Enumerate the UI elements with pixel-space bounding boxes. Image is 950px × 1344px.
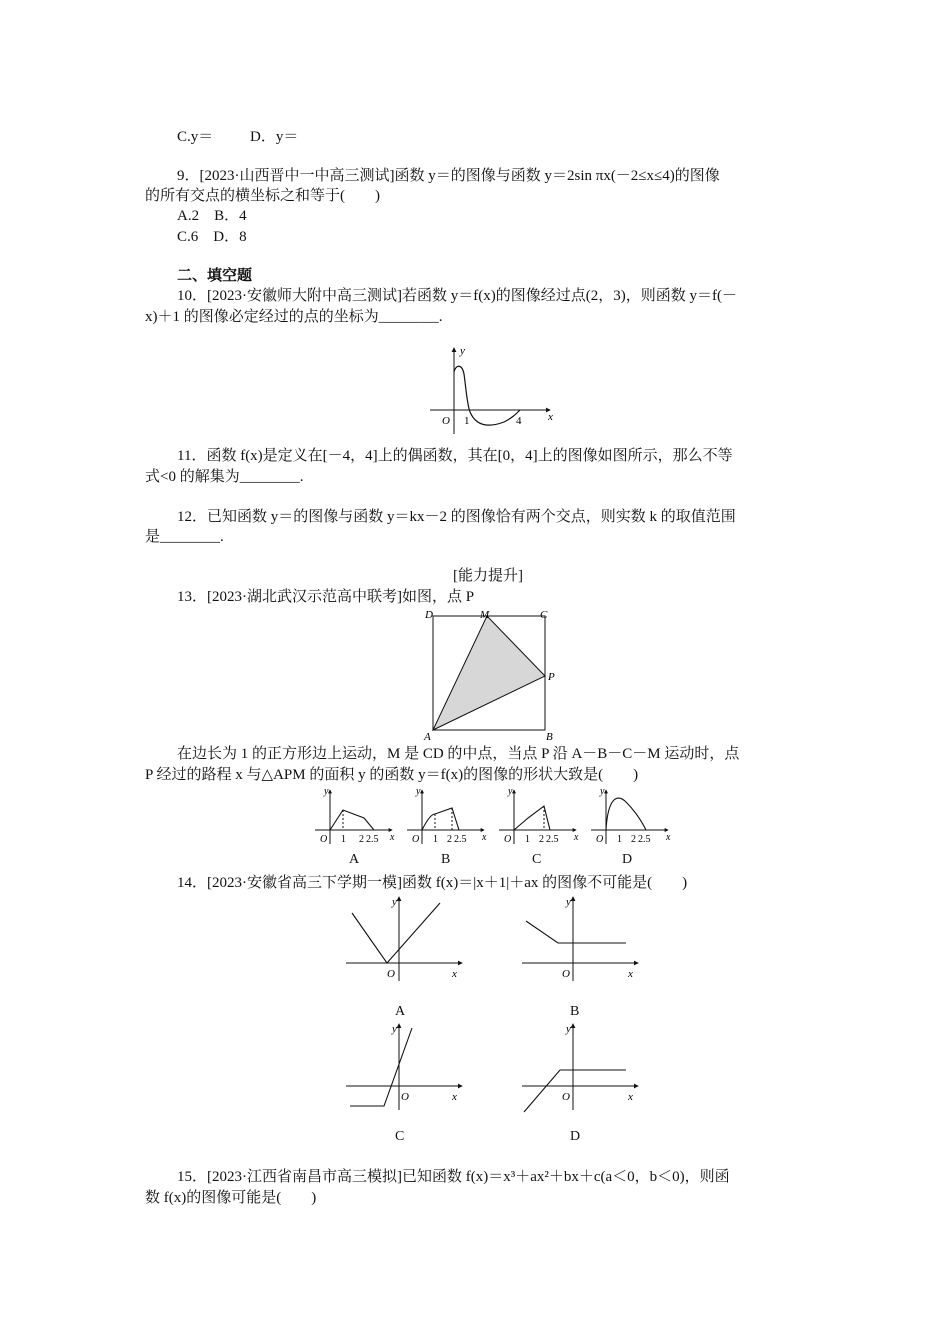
svg-text:y: y — [600, 786, 605, 797]
q13-option-graphs — [310, 786, 680, 846]
svg-text:x: x — [390, 832, 395, 843]
q9-options-cd: C.6 D．8 — [177, 229, 247, 245]
svg-text:2.5: 2.5 — [366, 834, 379, 845]
svg-text:2.5: 2.5 — [638, 834, 651, 845]
q13-square-figure — [422, 606, 562, 742]
q13-option-d-label: D — [622, 852, 633, 867]
q11-x-label: x — [548, 411, 553, 423]
q13-label-b: B — [546, 731, 553, 743]
q14-option-d-graph — [518, 1020, 643, 1115]
q11-y-label: y — [460, 345, 465, 357]
q14-option-a-label: A — [395, 1004, 406, 1019]
q13-option-d-graph — [591, 786, 671, 845]
svg-text:x: x — [482, 832, 487, 843]
q11-tick-4: 4 — [516, 415, 522, 427]
svg-text:2.5: 2.5 — [546, 834, 559, 845]
q13-option-b-graph — [407, 786, 487, 845]
q14-option-c-label: C — [395, 1129, 405, 1144]
q11-line2: 式<0 的解集为________. — [145, 469, 304, 485]
svg-text:x: x — [628, 968, 633, 980]
q15-line1: 15．[2023·江西省南昌市高三模拟]已知函数 f(x)＝x³＋ax²＋bx＋c(a＜0，b＜0)，则函 — [177, 1169, 730, 1185]
svg-text:x: x — [666, 832, 671, 843]
q8-option-c: C.y＝ — [177, 129, 214, 145]
svg-text:2: 2 — [539, 834, 544, 845]
q14-line1: 14．[2023·安徽省高三下学期一模]函数 f(x)＝|x＋1|＋ax 的图像不可能是( ) — [177, 875, 688, 891]
section-fill-in-title: 二、填空题 — [177, 268, 253, 284]
svg-text:O: O — [412, 834, 420, 845]
q14-option-c-graph — [342, 1020, 467, 1115]
q9-line2: 的所有交点的横坐标之和等于( ) — [145, 188, 380, 204]
q13-label-d: D — [425, 609, 433, 621]
svg-text:x: x — [628, 1091, 633, 1103]
q14-option-b-label: B — [570, 1004, 580, 1019]
svg-text:1: 1 — [433, 834, 438, 845]
svg-text:1: 1 — [341, 834, 346, 845]
svg-text:1: 1 — [525, 834, 530, 845]
svg-text:x: x — [574, 832, 579, 843]
svg-text:y: y — [566, 896, 571, 908]
svg-text:2: 2 — [447, 834, 452, 845]
svg-text:y: y — [566, 1023, 571, 1035]
svg-text:O: O — [596, 834, 604, 845]
section-ability-title: [能力提升] — [453, 568, 523, 584]
q13-label-m: M — [480, 609, 490, 621]
svg-text:y: y — [416, 786, 421, 797]
q13-line3: P 经过的路程 x 与△APM 的面积 y 的函数 y＝f(x)的图像的形状大致是( ) — [145, 767, 639, 783]
q8-option-d: D．y＝ — [250, 129, 299, 145]
svg-text:2: 2 — [631, 834, 636, 845]
svg-text:1: 1 — [617, 834, 622, 845]
q13-triangle-apm — [433, 616, 545, 730]
svg-text:x: x — [452, 1091, 457, 1103]
svg-text:y: y — [508, 786, 513, 797]
q14-option-b-graph — [518, 893, 643, 983]
q9-line1: 9．[2023·山西晋中一中高三测试]函数 y＝的图像与函数 y＝2sin πx(－2≤x≤4)的图像 — [177, 168, 720, 184]
q13-option-c-graph — [499, 786, 579, 845]
svg-text:2: 2 — [359, 834, 364, 845]
q11-tick-1: 1 — [464, 415, 470, 427]
q13-line2: 在边长为 1 的正方形边上运动，M 是 CD 的中点，当点 P 沿 A－B－C－M 运动时，点 — [177, 746, 740, 762]
q13-option-a-graph — [315, 786, 395, 845]
svg-text:y: y — [392, 896, 397, 908]
q15-line2: 数 f(x)的图像可能是( ) — [145, 1190, 317, 1206]
q14-option-a-graph — [342, 893, 467, 983]
svg-text:O: O — [401, 1091, 409, 1103]
svg-text:2.5: 2.5 — [454, 834, 467, 845]
q13-option-c-label: C — [532, 852, 542, 867]
svg-text:y: y — [392, 1023, 397, 1035]
q13-label-p: P — [548, 671, 555, 683]
q12-line2: 是________. — [145, 529, 224, 545]
svg-text:O: O — [504, 834, 512, 845]
q10-line2: x)＋1 的图像必定经过的点的坐标为________. — [145, 309, 443, 325]
q10-line1: 10．[2023·安徽师大附中高三测试]若函数 y＝f(x)的图像经过点(2，3)，则函数 y＝f(－ — [177, 288, 737, 304]
svg-text:x: x — [452, 968, 457, 980]
svg-text:O: O — [562, 968, 570, 980]
q11-line1: 11．函数 f(x)是定义在[－4，4]上的偶函数，其在[0，4]上的图像如图所示，那么不等 — [177, 448, 733, 464]
q9-options-ab: A.2 B．4 — [177, 208, 247, 224]
svg-text:O: O — [387, 968, 395, 980]
q13-label-c: C — [540, 609, 548, 621]
q13-line1: 13．[2023·湖北武汉示范高中联考]如图，点 P — [177, 589, 475, 605]
q11-function-graph — [420, 342, 560, 437]
svg-text:O: O — [562, 1091, 570, 1103]
q14-option-d-label: D — [570, 1129, 581, 1144]
svg-text:O: O — [320, 834, 328, 845]
svg-text:y: y — [324, 786, 329, 797]
q13-label-a: A — [424, 731, 431, 743]
q13-option-a-label: A — [349, 852, 360, 867]
q12-line1: 12．已知函数 y＝的图像与函数 y＝kx－2 的图像恰有两个交点，则实数 k 的取值范围 — [177, 509, 736, 525]
q13-option-b-label: B — [441, 852, 451, 867]
q11-origin: O — [442, 415, 450, 427]
